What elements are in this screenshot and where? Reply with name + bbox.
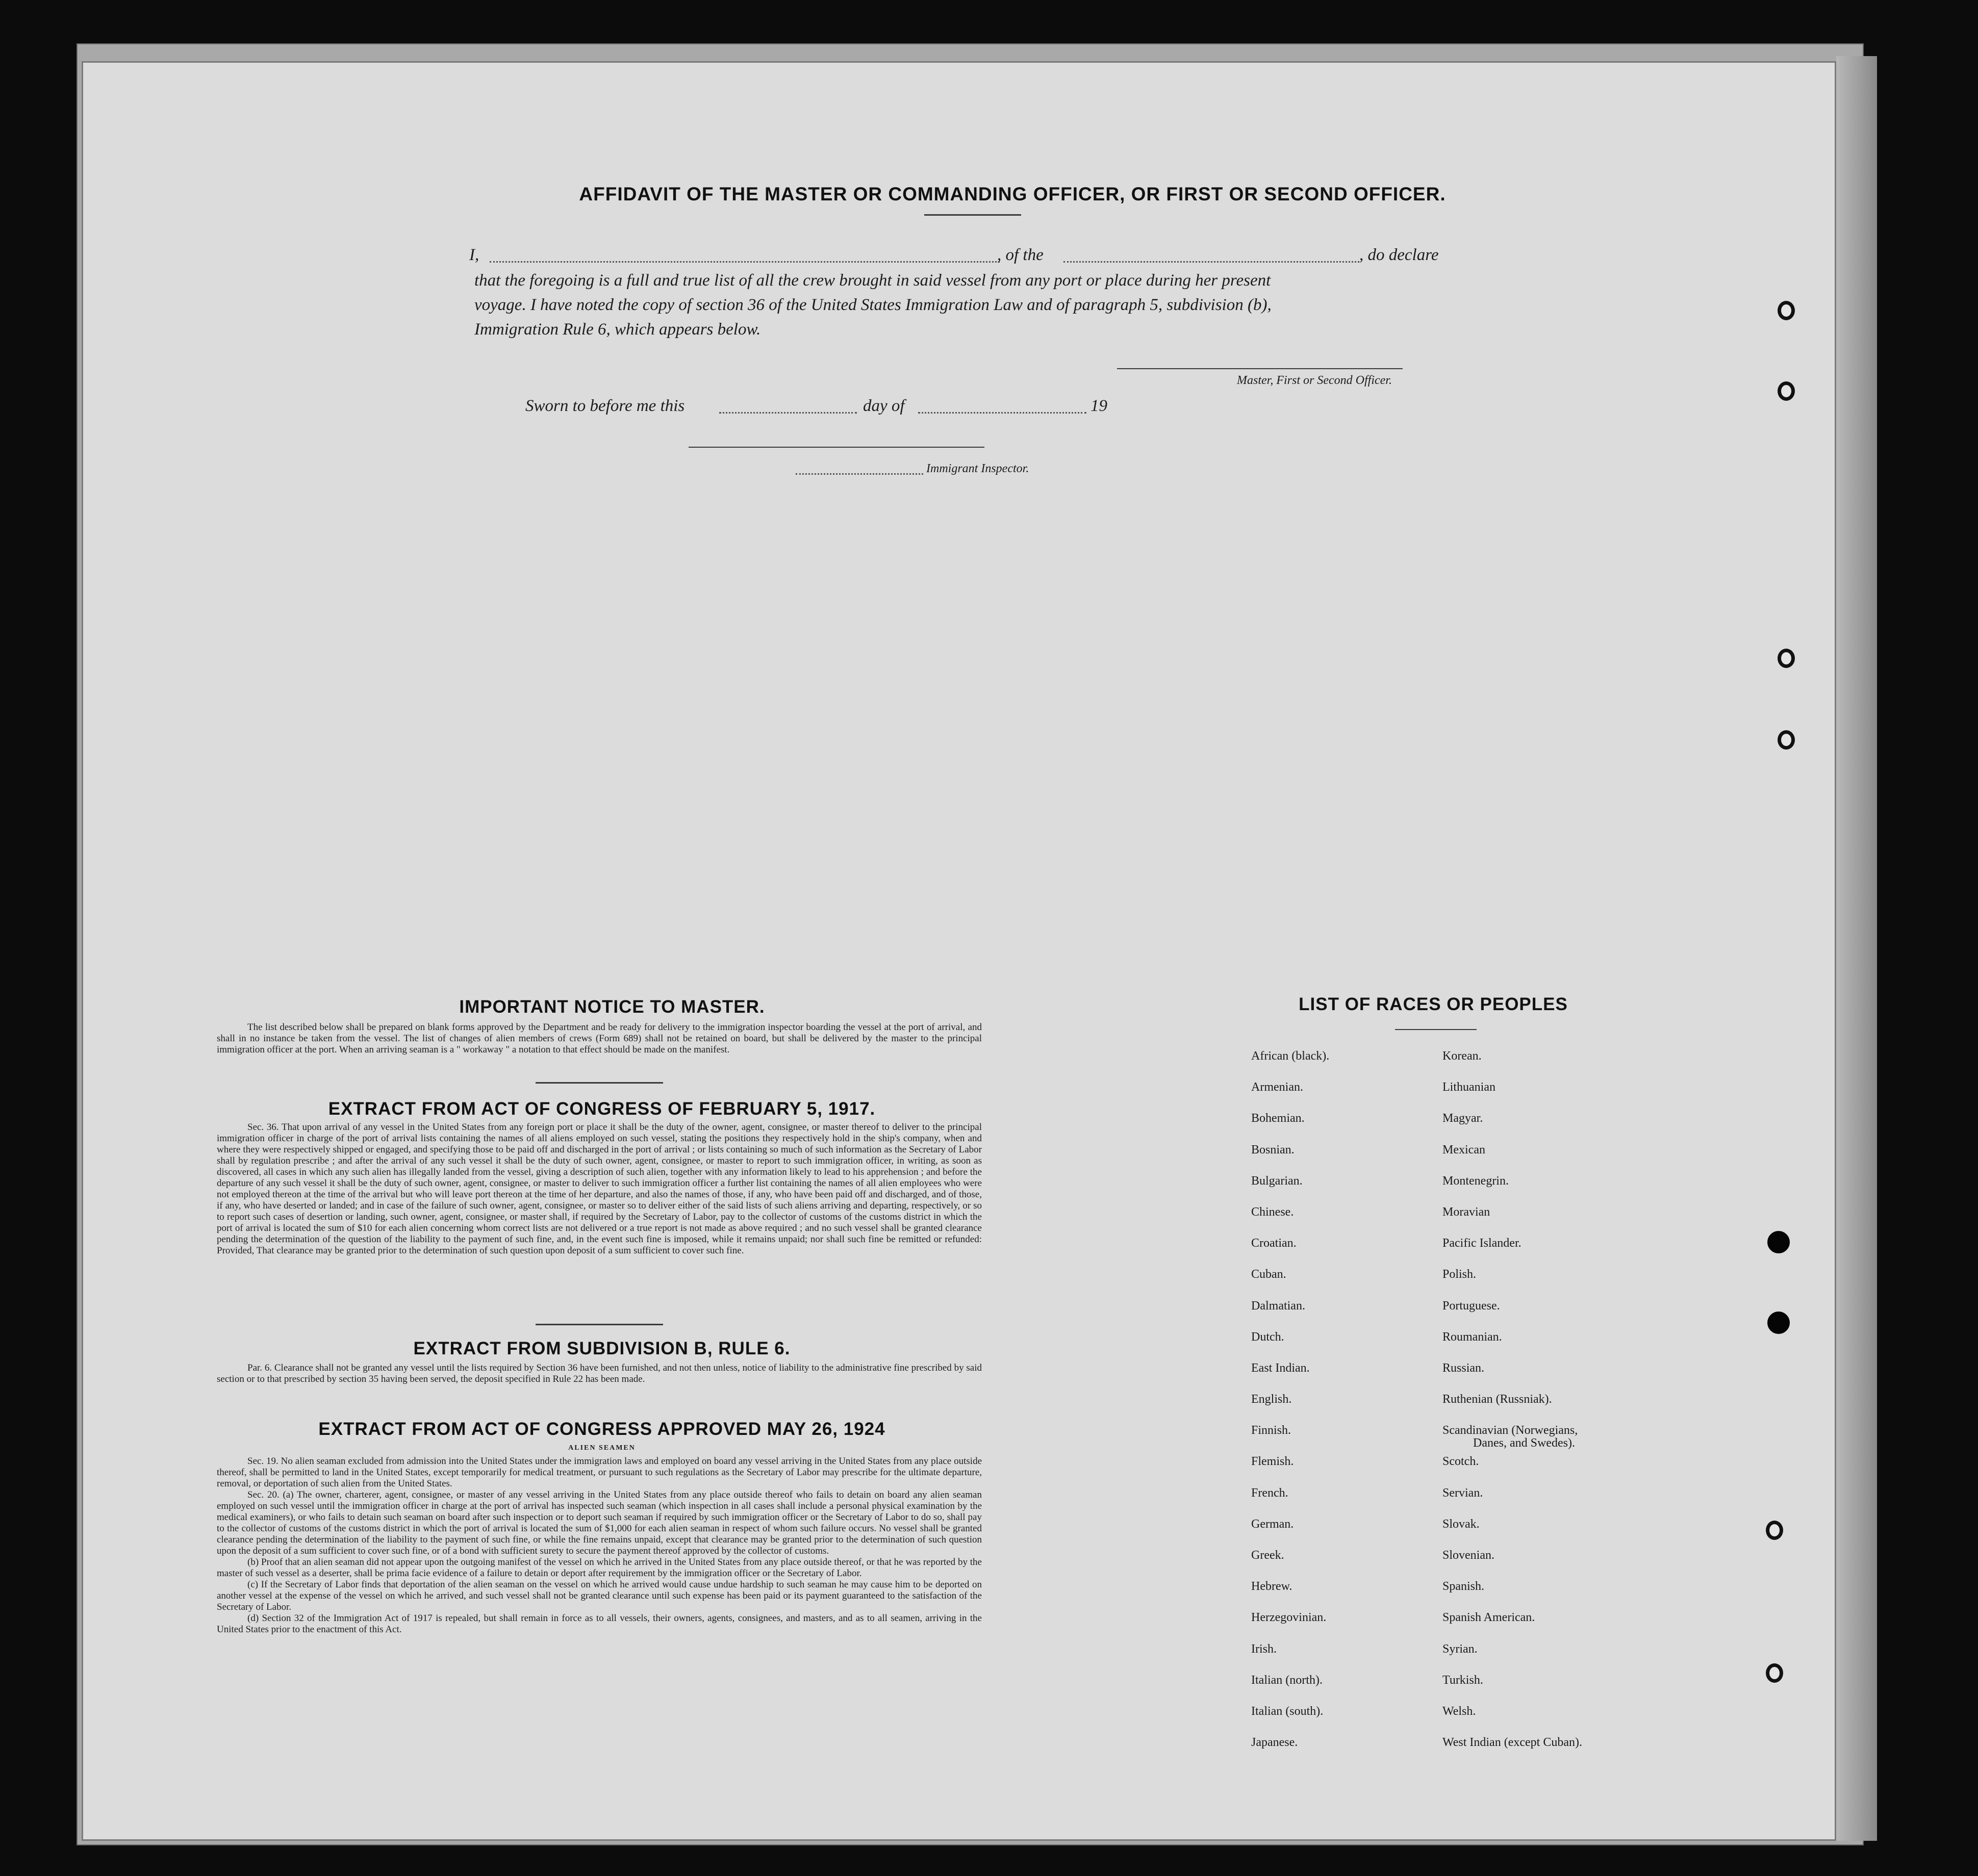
divider: [536, 1082, 663, 1084]
race-item: Turkish.: [1442, 1673, 1483, 1687]
race-item: Magyar.: [1442, 1112, 1483, 1125]
race-item-continuation: Danes, and Swedes).: [1473, 1436, 1575, 1450]
race-item: Portuguese.: [1442, 1299, 1500, 1313]
extract-rule6-title: EXTRACT FROM SUBDIVISION B, RULE 6.: [413, 1339, 791, 1358]
race-item: African (black).: [1251, 1049, 1330, 1063]
binder-hole: [1766, 1521, 1783, 1540]
races-right-column: [1442, 1049, 1582, 1767]
sec19-paragraph: Sec. 19. No alien seaman excluded from admission into the United States under the immigration laws and employed on board any vessel arriving in the United States from any place outside thereof, shall be permitted to land in the United States, except temporarily for medical treatment, or pursuant to such regulations as the Secretary of Labor may prescribe for the ultimate departure, removal, or deportation of such alien from the United States.: [217, 1456, 982, 1489]
race-item: Montenegrin.: [1442, 1174, 1509, 1188]
master-signature-line[interactable]: [1117, 368, 1403, 369]
inspector-label: Immigrant Inspector.: [926, 462, 1029, 475]
sworn-day-blank[interactable]: [719, 412, 857, 414]
extract-rule6-body: Par. 6. Clearance shall not be granted any vessel until the lists required by Section 36 have been furnished, and not then unless, notice of liability to the administrative fine prescribed by said section or to that prescribed by section 35 having been served, the deposit specified in Rule 22 has been made.: [217, 1363, 982, 1384]
race-item: Moravian: [1442, 1205, 1490, 1219]
race-item: Greek.: [1251, 1549, 1284, 1562]
race-item: Roumanian.: [1442, 1330, 1502, 1344]
races-divider: [1395, 1029, 1477, 1030]
extract-1924-body: [217, 1456, 982, 1635]
race-item: Herzegovinian.: [1251, 1611, 1327, 1625]
affidavit-line-4: Immigration Rule 6, which appears below.: [474, 320, 761, 339]
race-item: Hebrew.: [1251, 1580, 1292, 1594]
sec20c-paragraph: (c) If the Secretary of Labor finds that deportation of the alien seaman on the vessel on which he arrived would cause undue hardship to such seaman he may cause him to be deported on another vessel at the expense of the vessel on which he arrived, and such vessel shall not be granted clearance until such expense has been paid or its payment guaranteed to the satisfaction of the Secretary of Labor.: [217, 1579, 982, 1612]
race-item: Flemish.: [1251, 1455, 1294, 1469]
binder-hole: [1778, 649, 1795, 668]
race-item: Spanish American.: [1442, 1611, 1535, 1625]
race-item: East Indian.: [1251, 1361, 1310, 1375]
affidavit-declare-label: , do declare: [1359, 246, 1439, 264]
race-item: [1442, 1424, 1582, 1455]
binder-hole: [1778, 730, 1795, 750]
inspector-signature-line[interactable]: [689, 447, 984, 448]
race-item: Cuban.: [1251, 1268, 1286, 1281]
title-divider: [924, 214, 1021, 216]
year-label: 19: [1091, 397, 1107, 415]
binder-hole: [1766, 1663, 1783, 1683]
affidavit-of-the-label: , of the: [997, 246, 1044, 264]
extract-1924-subtitle: ALIEN SEAMEN: [568, 1444, 636, 1452]
race-item: Irish.: [1251, 1642, 1277, 1656]
sheet-stack-shadow: [1836, 56, 1877, 1841]
race-item: Slovak.: [1442, 1517, 1480, 1531]
race-item: Italian (north).: [1251, 1673, 1323, 1687]
race-item: Lithuanian: [1442, 1081, 1495, 1094]
race-item: Bohemian.: [1251, 1112, 1305, 1125]
race-item: Mexican: [1442, 1143, 1485, 1157]
race-item: Bulgarian.: [1251, 1174, 1303, 1188]
race-item: Spanish.: [1442, 1580, 1485, 1594]
sec20d-paragraph: (d) Section 32 of the Immigration Act of 1917 is repealed, but shall remain in force as to all vessels, their owners, agents, consignees, and masters, and as to all seamen, arriving in the United States prior to the enactment of this Act.: [217, 1613, 982, 1635]
extract-1924-title: EXTRACT FROM ACT OF CONGRESS APPROVED MAY 26, 1924: [318, 1419, 885, 1439]
affidavit-line-3: voyage. I have noted the copy of section 36 of the United States Immigration Law and of paragraph 5, subdivision (b),: [474, 296, 1272, 314]
binder-hole: [1778, 301, 1795, 320]
race-item: Bosnian.: [1251, 1143, 1295, 1157]
name-blank[interactable]: [490, 261, 1000, 263]
sworn-month-blank[interactable]: [918, 412, 1086, 414]
sec20b-paragraph: (b) Proof that an alien seaman did not appear upon the outgoing manifest of the vessel on which he arrived in the United States from any place outside thereof, or that he was reported by the master of such vessel as a deserter, shall be prima facie evidence of a failure to detain or deport after requirement by the immigration officer or the Secretary of Labor.: [217, 1557, 982, 1579]
race-item: Ruthenian (Russniak).: [1442, 1393, 1552, 1406]
extract-1917-body: Sec. 36. That upon arrival of any vessel in the United States from any foreign port or place it shall be the duty of the owner, agent, consignee, or master thereof to deliver to the principal immigration officer in charge of the port of arrival lists containing the names of all aliens employed on such vessel, stating the positions they respectively hold in the ship's company, when and where they were respectively shipped or engaged, and specifying those to be paid off and discharged in the port of arrival ; or lists containing so much of such information as the Secretary of Labor shall by regulation prescribe ; and after the arrival of any such vessel it shall be the duty of such owner, agent, consignee, or master to report to such immigration officer, in writing, as soon as discovered, all cases in which any such alien has illegally landed from the vessel, giving a description of such alien, together with any information likely to lead to his apprehension ; and before the departure of any such vessel it shall be the duty of such owner, agent, consignee, or master to deliver to such immigration officer a further list containing the names of all alien employees who were not employed thereon at the time of the arrival but who will leave port thereon at the time of her departure, and also the names of those, if any, who have been paid off and discharged, and of those, if any, who have deserted or landed; and in case of the failure of such owner, agent, consignee, or master so to deliver either of the said lists of such aliens arriving and departing, respectively, or so to report such cases of desertion or landing, such owner, agent, consignee, or master shall, if required by the Secretary of Labor, pay to the collector of customs of the customs district in which the port of arrival is located the sum of $10 for each alien concerning whom correct lists are not delivered or a true report is not made as above required ; and no such vessel shall be granted clearance pending the determination of the question of the liability to the payment of such fine, and, in the event such fine is imposed, while it remains unpaid; nor shall such fine be remitted or refunded: Provided, That clearance may be granted prior to the determination of such question upon deposit of a sum sufficient to cover such fine.: [217, 1122, 982, 1256]
sec20a-paragraph: Sec. 20. (a) The owner, charterer, agent, consignee, or master of any vessel arriving in the United States from any place outside thereof who fails to detain on board any alien seaman employed on such vessel until the immigration officer in charge at the port of arrival has inspected such seaman (which inspection in all cases shall include a personal physical examination by the medical examiners), or who fails to detain such seaman on board after such inspection or to deport such seaman if required by such immigration officer or the Secretary of Labor to do so, shall pay to the collector of customs of the customs district in which the port of arrival is located the sum of $1,000 for each alien seaman in respect of whom such failure occurs. No vessel shall be granted clearance pending the determination of the liability to the payment of such fine, or while the fine remains unpaid, except that clearance may be granted prior to the determination of such question upon the deposit of a sum sufficient to cover such fine, or of a bond with sufficient surety to secure the payment thereof approved by the collector of customs.: [217, 1489, 982, 1556]
affidavit-i-label: I,: [469, 246, 479, 264]
vessel-blank[interactable]: [1063, 261, 1359, 263]
race-item: Italian (south).: [1251, 1704, 1324, 1718]
race-item: Armenian.: [1251, 1081, 1303, 1094]
extract-1917-title: EXTRACT FROM ACT OF CONGRESS OF FEBRUARY 5, 1917.: [328, 1099, 876, 1119]
race-item: Welsh.: [1442, 1704, 1476, 1718]
inspector-dotted-line: [796, 473, 923, 475]
race-item: Dutch.: [1251, 1330, 1284, 1344]
race-item: Chinese.: [1251, 1205, 1294, 1219]
race-item: Scotch.: [1442, 1455, 1479, 1469]
divider: [536, 1324, 663, 1325]
races-title: LIST OF RACES OR PEOPLES: [1299, 994, 1568, 1014]
race-item: Pacific Islander.: [1442, 1237, 1521, 1250]
race-item: Polish.: [1442, 1268, 1477, 1281]
affidavit-title: AFFIDAVIT OF THE MASTER OR COMMANDING OFFICER, OR FIRST OR SECOND OFFICER.: [579, 184, 1446, 204]
race-item: Dalmatian.: [1251, 1299, 1305, 1313]
race-item: Korean.: [1442, 1049, 1482, 1063]
race-item: German.: [1251, 1517, 1294, 1531]
race-item: French.: [1251, 1486, 1288, 1500]
binder-hole-filled: [1767, 1312, 1790, 1334]
notice-title: IMPORTANT NOTICE TO MASTER.: [459, 997, 765, 1017]
binder-hole-filled: [1767, 1231, 1790, 1253]
race-item: Croatian.: [1251, 1237, 1297, 1250]
master-signature-label: Master, First or Second Officer.: [1237, 374, 1392, 387]
race-item: Japanese.: [1251, 1736, 1298, 1750]
race-item-scandinavian: Scandinavian (Norwegians,: [1442, 1424, 1578, 1437]
race-item: Finnish.: [1251, 1424, 1291, 1437]
race-item: Slovenian.: [1442, 1549, 1494, 1562]
day-of-label: day of: [863, 397, 905, 415]
race-item: English.: [1251, 1393, 1292, 1406]
race-item: Servian.: [1442, 1486, 1483, 1500]
affidavit-line-2: that the foregoing is a full and true list of all the crew brought in said vessel from any port or place during her present: [474, 271, 1271, 290]
binder-hole: [1778, 381, 1795, 401]
races-left-column: [1251, 1049, 1329, 1767]
race-item: West Indian (except Cuban).: [1442, 1736, 1582, 1750]
sworn-label: Sworn to before me this: [525, 397, 685, 415]
race-item: Syrian.: [1442, 1642, 1478, 1656]
notice-body: The list described below shall be prepared on blank forms approved by the Department and be ready for delivery to the immigration inspector boarding the vessel at the port of arrival, and shall in no instance be taken from the vessel. The list of changes of alien members of crews (Form 689) shall not be retained on board, but shall be delivered by the master to the principal immigration officer at the port. When an arriving seaman is a " workaway " a notation to that effect should be made on the manifest.: [217, 1022, 982, 1055]
race-item: Russian.: [1442, 1361, 1485, 1375]
